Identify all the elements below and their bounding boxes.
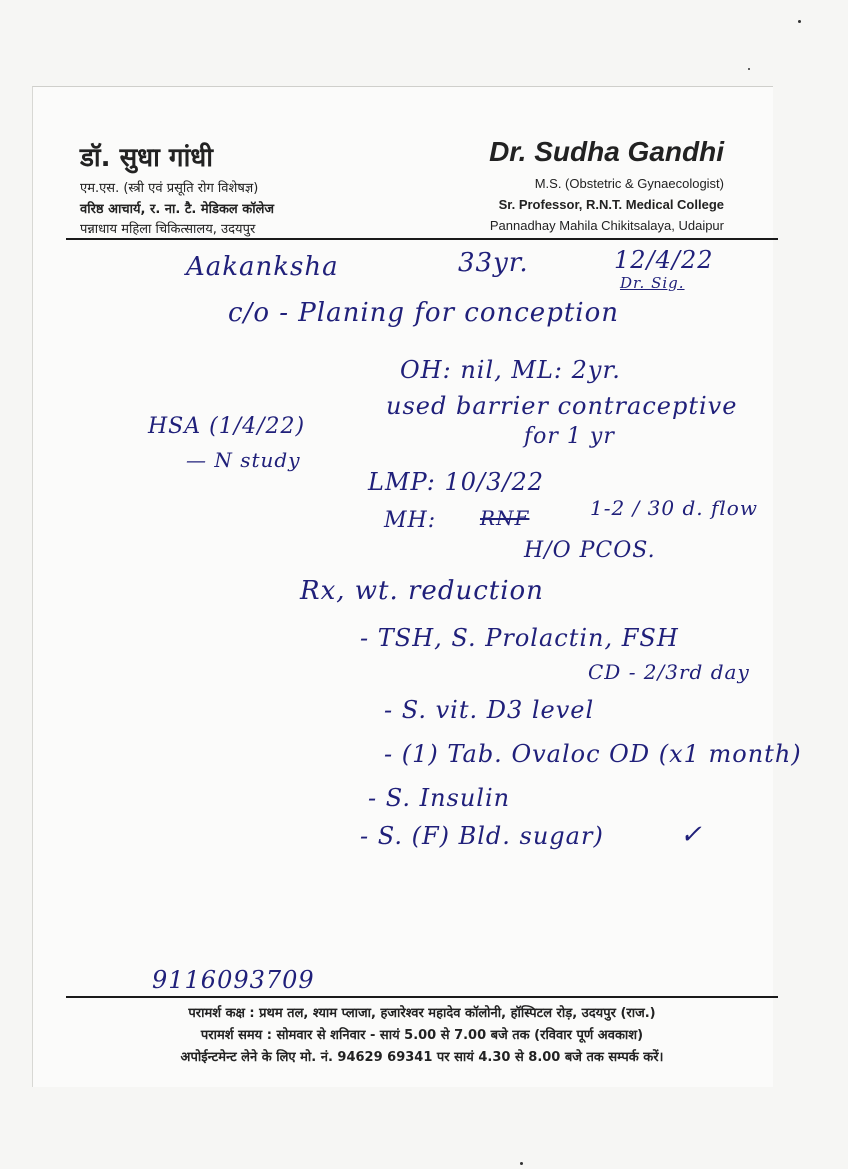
patient-age: 33yr. [458, 248, 529, 278]
advice-vitamin-d: - S. vit. D3 level [384, 696, 595, 724]
menstrual-cycle: 1-2 / 30 d. flow [590, 496, 758, 520]
doctor-degree-english: M.S. (Obstetric & Gynaecologist) [534, 176, 724, 191]
tick-mark: ✓ [680, 820, 703, 850]
advice-insulin: - S. Insulin [368, 784, 511, 812]
doctor-position-english: Sr. Professor, R.N.T. Medical College [498, 197, 724, 212]
menstrual-history-label: MH: [384, 508, 437, 533]
hospital-name-english: Pannadhay Mahila Chikitsalaya, Udaipur [489, 218, 724, 233]
prescription-date: 12/4/22 [614, 246, 714, 274]
header-divider [66, 238, 778, 240]
hsa-study-note: — N study [186, 448, 301, 472]
patient-name: Aakanksha [186, 252, 339, 282]
paper-speck [520, 1162, 523, 1165]
doctor-name-english: Dr. Sudha Gandhi [489, 136, 724, 167]
footer-appointment: अपोईन्टमेन्ट लेने के लिए मो. नं. 94629 69341 पर सायं 4.30 से 8.00 बजे तक सम्पर्क करें। [180, 1050, 664, 1065]
hsa-note: HSA (1/4/22) [148, 414, 306, 439]
doctor-degree-hindi: एम.एस. (स्त्री एवं प्रसूति रोग विशेषज्ञ) [80, 181, 259, 196]
chief-complaint: c/o - Planing for conception [228, 298, 619, 328]
hospital-name-hindi: पन्नाधाय महिला चिकित्सालय, उदयपुर [80, 222, 256, 237]
obstetric-history: OH: nil, ML: 2yr. [400, 356, 621, 384]
footer-timing: परामर्श समय : सोमवार से शनिवार - सायं 5.00 से 7.00 बजे तक (रविवार पूर्ण अवकाश) [200, 1028, 644, 1043]
patient-phone: 9116093709 [152, 966, 315, 994]
paper-speck [798, 20, 801, 23]
date-signature: Dr. Sig. [620, 274, 685, 292]
doctor-position-hindi: वरिष्ठ आचार्य, र. ना. टै. मेडिकल कॉलेज [80, 202, 275, 217]
advice-thyroid-tests: - TSH, S. Prolactin, FSH [360, 624, 679, 652]
footer-address: परामर्श कक्ष : प्रथम तल, श्याम प्लाजा, हजारेश्वर महादेव कॉलोनी, हॉस्पिटल रोड़, उदयपुर (राज.) [188, 1006, 656, 1021]
advice-cycle-day: CD - 2/3rd day [588, 660, 750, 684]
lmp-date: LMP: 10/3/22 [368, 468, 545, 496]
menstrual-history-struck: RNF [480, 506, 530, 530]
footer-divider [66, 996, 778, 998]
contraception-duration: for 1 yr [524, 424, 615, 449]
advice-header: Rx, wt. reduction [300, 576, 544, 606]
doctor-name-hindi: डॉ. सुधा गांधी [80, 143, 214, 173]
advice-tab-ovaloc: - (1) Tab. Ovaloc OD (x1 month) [384, 740, 802, 768]
pcos-history: H/O PCOS. [524, 538, 656, 563]
paper-speck [748, 68, 750, 70]
contraception-history: used barrier contraceptive [386, 392, 738, 420]
advice-blood-sugar: - S. (F) Bld. sugar) [360, 822, 604, 850]
